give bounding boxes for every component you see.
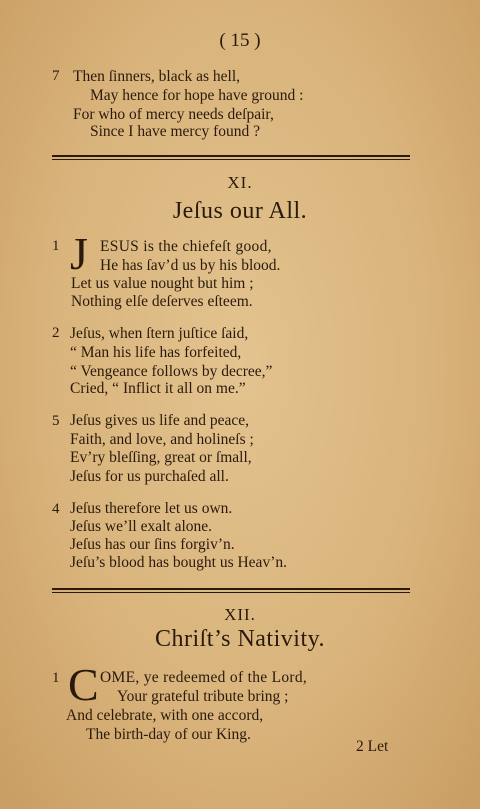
section-rule-thin bbox=[52, 159, 410, 160]
verse-line: “ Man his life has forfeited, bbox=[70, 344, 242, 361]
page-number: ( 15 ) bbox=[219, 30, 261, 51]
verse-line: Nothing elſe deſerves eſteem. bbox=[71, 293, 253, 310]
drop-cap: J bbox=[70, 228, 88, 279]
hymn-number: XII. bbox=[224, 605, 256, 624]
verse-line: Jeſus we’ll exalt alone. bbox=[70, 518, 213, 535]
verse-number: 1 bbox=[52, 238, 60, 254]
drop-cap: C bbox=[68, 659, 99, 710]
verse-line: Jeſus, when ſtern juſtice ſaid, bbox=[70, 325, 249, 342]
verse-line: And celebrate, with one accord, bbox=[66, 707, 264, 724]
section-rule bbox=[52, 588, 410, 590]
verse-number: 1 bbox=[52, 670, 60, 686]
verse-number: 2 bbox=[52, 325, 60, 341]
verse-line: Jeſus therefore let us own. bbox=[70, 500, 233, 517]
verse-line: For who of mercy needs deſpair, bbox=[73, 106, 274, 123]
verse-line: ESUS is the chiefeſt good, bbox=[100, 238, 272, 255]
verse-number: 4 bbox=[52, 501, 60, 517]
verse-number: 5 bbox=[52, 413, 60, 429]
verse-line: The birth-day of our King. bbox=[86, 726, 251, 743]
verse-line: Let us value nought but him ; bbox=[71, 275, 254, 292]
hymn-number: XI. bbox=[227, 173, 253, 192]
verse-line: Jeſus gives us life and peace, bbox=[70, 412, 250, 429]
verse-line: Faith, and love, and holineſs ; bbox=[70, 431, 254, 448]
catchword: 2 Let bbox=[356, 738, 389, 755]
verse-line: Ev’ry bleſſing, great or ſmall, bbox=[70, 449, 252, 466]
verse-line: Jeſu’s blood has bought us Heav’n. bbox=[70, 554, 287, 571]
verse-line: Jeſus for us purchaſed all. bbox=[70, 468, 229, 485]
verse-line: Jeſus has our ſins forgiv’n. bbox=[70, 536, 235, 553]
verse-line: May hence for hope have ground : bbox=[90, 87, 304, 104]
section-rule bbox=[52, 155, 410, 157]
verse-line: He has ſav’d us by his blood. bbox=[100, 257, 281, 274]
verse-line: Then ſinners, black as hell, bbox=[73, 68, 241, 85]
hymn-title: Chriſt’s Nativity. bbox=[154, 626, 326, 652]
section-rule-thin bbox=[52, 592, 410, 593]
verse-line: “ Vengeance follows by decree,” bbox=[70, 363, 273, 380]
verse-line: OME, ye redeemed of the Lord, bbox=[100, 669, 308, 686]
hymn-title: Jeſus our All. bbox=[172, 198, 308, 224]
verse-line: Cried, “ Inflict it all on me.” bbox=[70, 380, 246, 397]
verse-number: 7 bbox=[52, 68, 60, 84]
verse-line: Since I have mercy found ? bbox=[90, 123, 261, 140]
verse-line: Your grateful tribute bring ; bbox=[117, 688, 289, 705]
